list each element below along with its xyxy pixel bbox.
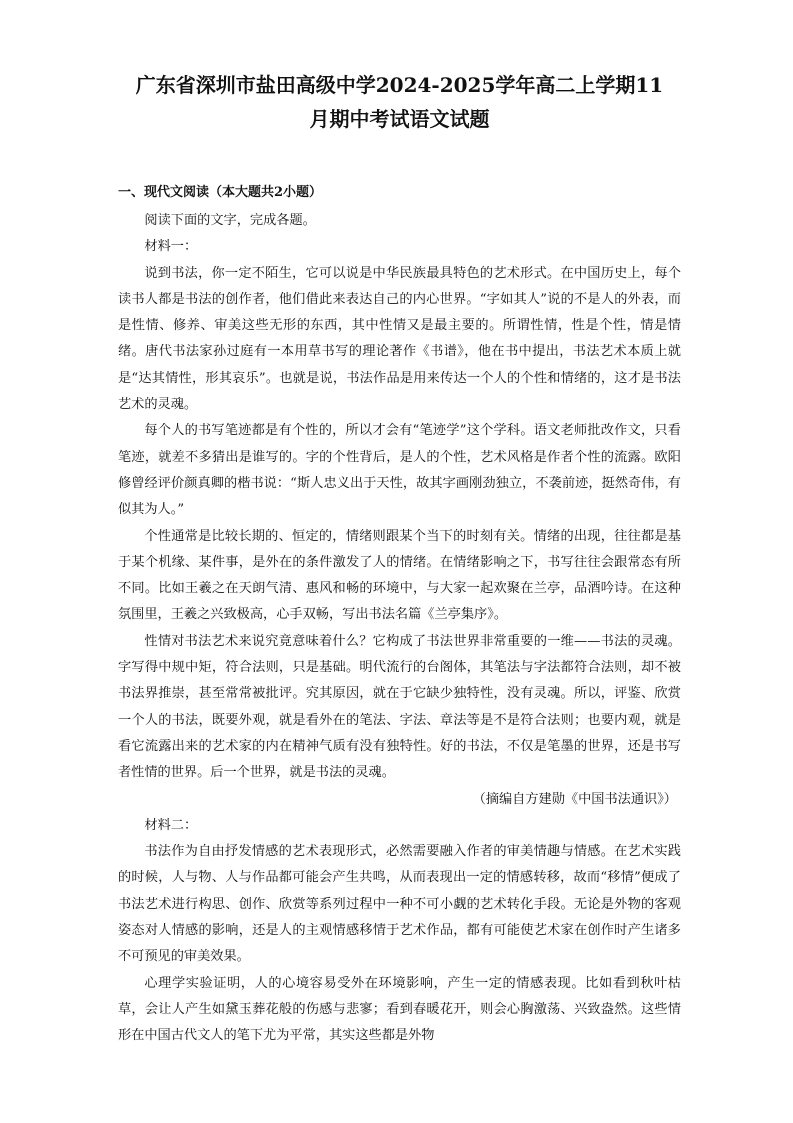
material-1-source: （摘编自方建勋《中国书法通识》）: [472, 791, 677, 807]
material-2-paragraph: 心理学实验证明，人的心境容易受外在环境影响，产生一定的情感表现。比如看到秋叶枯草，会让人产生如黛玉葬花般的伤感与悲寥；看到春暖花开，则会心胸激荡、兴致盎然。这些情形在中国古代文人的笔下尤为平常，其实这些都是外物: [118, 975, 681, 1044]
material-2-label: 材料二：: [144, 817, 198, 833]
material-1-label: 材料一：: [144, 239, 198, 255]
title-line-2: 月期中考试语文试题: [309, 107, 490, 131]
section-heading: 一、现代文阅读（本大题共2小题）: [118, 185, 323, 200]
material-1-paragraph: 性情对书法艺术来说究竟意味着什么？它构成了书法世界非常重要的一维——书法的灵魂。字写得中规中矩，符合法则，只是基础。明代流行的台阁体，其笔法与字法都符合法则，却不被书法界推崇，甚至常常被批评。究其原因，就在于它缺少独特性，没有灵魂。所以，评鉴、欣赏一个人的书法，既要外观，就是看外在的笔法、字法、章法等是不是符合法则；也要内观，就是看它流露出来的艺术家的内在精神气质有没有独特性。好的书法，不仅是笔墨的世界，还是书写者性情的世界。后一个世界，就是书法的灵魂。: [118, 633, 681, 781]
title-line-1: 广东省深圳市盐田高级中学2024-2025学年高二上学期11: [135, 73, 664, 97]
material-1-paragraph: 个性通常是比较长期的、恒定的，情绪则跟某个当下的时刻有关。情绪的出现，往往都是基于某个机缘、某件事，是外在的条件激发了人的情绪。在情绪影响之下，书写往往会跟常态有所不同。比如王羲之在天朗气清、惠风和畅的环境中，与大家一起欢聚在兰亭，品酒吟诗。在这种氛围里，王羲之兴致极高，心手双畅，写出书法名篇《兰亭集序》。: [118, 528, 681, 623]
document-title: [118, 68, 681, 136]
material-1-paragraph: 每个人的书写笔迹都是有个性的，所以才会有“笔迹学”这个学科。语文老师批改作文，只看笔迹，就差不多猜出是谁写的。字的个性背后，是人的个性，艺术风格是作者个性的流露。欧阳修曾经评价颜真卿的楷书说：“斯人忠义出于天性，故其字画刚劲独立，不袭前迹，挺然奇伟，有似其为人。”: [118, 423, 681, 518]
material-1-paragraph: 说到书法，你一定不陌生，它可以说是中华民族最具特色的艺术形式。在中国历史上，每个读书人都是书法的创作者，他们借此来表达自己的内心世界。“字如其人”说的不是人的外表，而是性情、修养、审美这些无形的东西，其中性情又是最主要的。所谓性情，性是个性，情是情绪。唐代书法家孙过庭有一本用草书写的理论著作《书谱》，他在书中提出，书法艺术本质上就是“达其情性，形其哀乐”。也就是说，书法作品是用来传达一个人的个性和情绪的，这才是书法艺术的灵魂。: [118, 265, 681, 413]
material-2-paragraph: 书法作为自由抒发情感的艺术表现形式，必然需要融入作者的审美情趣与情感。在艺术实践的时候，人与物、人与作品都可能会产生共鸣，从而表现出一定的情感转移，故而“移情”便成了书法艺术进行构思、创作、欣赏等系列过程中一种不可小觑的艺术转化手段。无论是外物的客观姿态对人情感的影响，还是人的主观情感移情于艺术作品，都有可能使艺术家在创作时产生诸多不可预见的审美效果。: [118, 844, 681, 965]
reading-instruction: 阅读下面的文字，完成各题。: [144, 213, 316, 228]
